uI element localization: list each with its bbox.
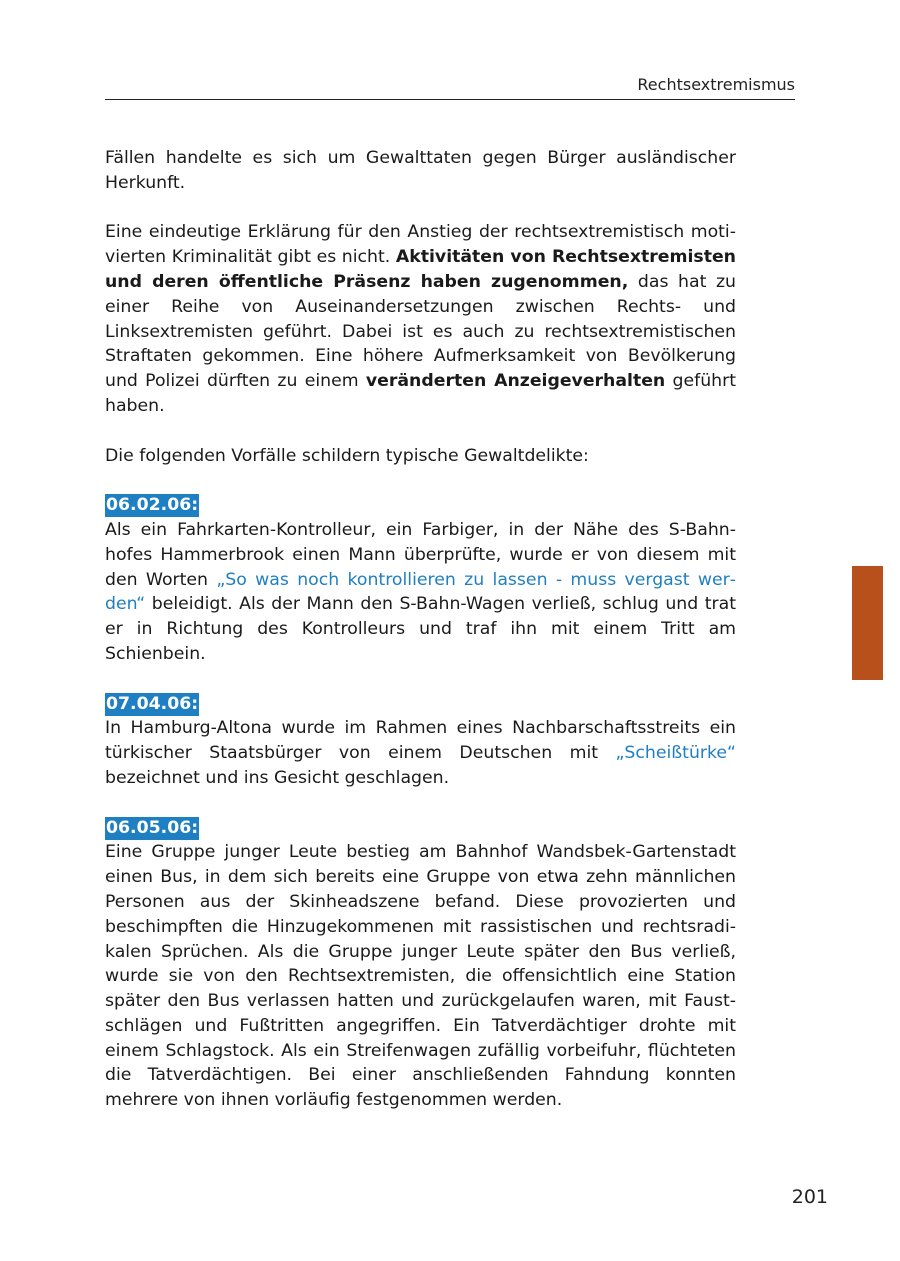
running-header-title: Rechtsextremismus <box>637 75 795 94</box>
paragraph-lead-in: Die folgenden Vorfälle schildern typische Gewaltdelikte: <box>105 445 589 466</box>
chapter-side-tab <box>852 566 883 680</box>
incident-text <box>105 518 736 667</box>
page-number: 201 <box>791 1186 828 1208</box>
incident-text <box>105 840 736 1113</box>
incident-text-part: bezeichnet und ins Gesicht geschlagen. <box>105 767 450 788</box>
paragraph-intro: Fällen handelte es sich um Gewalttaten gegen Bürger ausländischer Herkunft. <box>105 148 736 193</box>
incident-entry <box>105 816 736 1114</box>
explanation-bold-2: veränderten Anzeigeverhalten <box>365 371 666 392</box>
incident-entry <box>105 493 736 667</box>
paragraph-explanation <box>105 220 736 418</box>
header-divider <box>105 99 795 100</box>
incident-entry <box>105 692 736 791</box>
incident-date-badge: 07.04.06: <box>106 693 199 714</box>
incident-quote: „Scheißtürke“ <box>615 743 736 764</box>
incident-text-part: beleidigt. Als der Mann den S-Bahn-Wagen verließ, schlug und trat er in Richtung des Kontrolleurs und traf ihn mit einem Tritt am Schienbein. <box>105 594 736 664</box>
incident-text <box>105 716 736 790</box>
explanation-text-2: das hat zu einer Reihe von Auseinandersetzungen zwischen Rechts- und Linksextremisten geführt. Dabei ist es auch zu rechtsextremistischen Straftaten gekommen. Eine höhere Aufmerksamkeit von Bevölkerung und Polizei dürften zu einem <box>105 271 736 392</box>
incident-quote: „So was noch kontrollieren zu lassen - muss vergast werden“ <box>105 569 736 615</box>
incident-date-badge: 06.05.06: <box>106 817 199 838</box>
explanation-text-3: geführt haben. <box>105 371 737 416</box>
page-body <box>105 146 736 1138</box>
explanation-bold-1: Aktivitäten von Rechtsextremisten und deren öffentliche Präsenz haben zugenommen, <box>105 247 736 292</box>
incident-date-badge: 06.02.06: <box>106 495 199 516</box>
incident-text-part: Als ein Fahrkarten-Kontrolleur, ein Farbiger, in der Nähe des S-Bahnhofes Hammerbrook einen Mann überprüfte, wurde er von diesem mit den Worten <box>105 519 736 590</box>
incident-text-part: Eine Gruppe junger Leute bestieg am Bahnhof Wandsbek-Gartenstadt einen Bus, in dem sich bereits eine Gruppe von etwa zehn männlichen Personen aus der Skinheadszene befand. Diese provozierten und beschimpften die Hinzugekommenen mit rassistischen und rechtsradikalen Sprüchen. Als die Gruppe junger Leute später den Bus verließ, wurde sie von den Rechtsextremisten, die offensichtlich eine Station später den Bus verlassen hatten und zurückgelaufen waren, mit Faustschlägen und Fußtritten angegriffen. Ein Tatverdächtiger drohte mit einem Schlagstock. Als ein Streifenwagen zufällig vorbeifuhr, flüchteten die Tatverdächtigen. Bei einer anschließenden Fahndung konnten mehrere von ihnen vorläufig festgenommen werden. <box>105 842 736 1111</box>
incident-text-part: In Hamburg-Altona wurde im Rahmen eines Nachbarschaftsstreits ein türkischer Staatsbürger von einem Deutschen mit <box>105 718 736 764</box>
explanation-text-1: Eine eindeutige Erklärung für den Anstieg der rechtsextremistisch motivierten Kriminalität gibt es nicht. <box>105 222 736 268</box>
